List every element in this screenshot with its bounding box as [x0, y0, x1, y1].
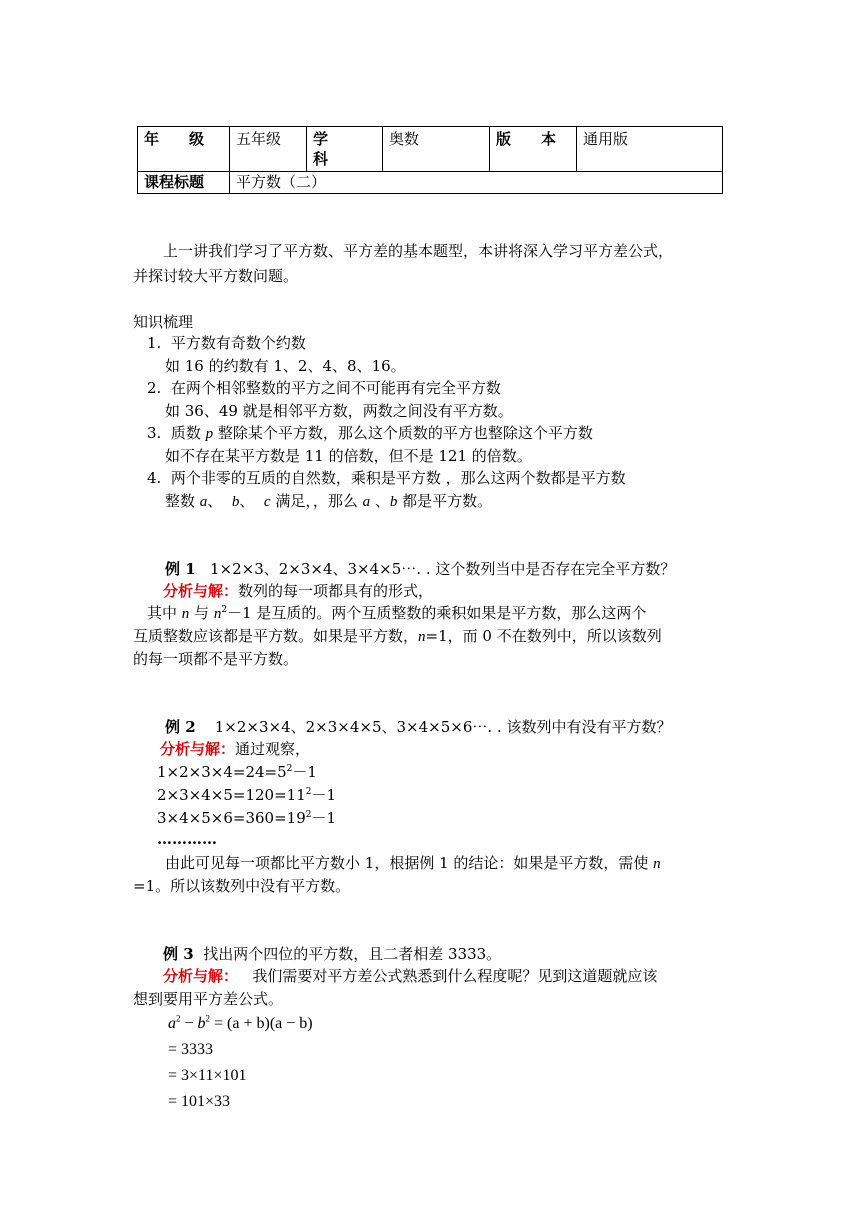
- text: 满足，，那么: [270, 492, 363, 510]
- superscript: 2: [205, 1013, 211, 1024]
- knowledge-item-4-desc: [165, 491, 492, 512]
- item-number: 4.: [147, 469, 162, 487]
- formula-line-2: = 3333: [168, 1041, 214, 1058]
- example-2-equation-2: [157, 785, 336, 805]
- variable-b: b: [389, 494, 398, 510]
- superscript: 2: [176, 1013, 181, 1024]
- knowledge-item-1-desc: 如 16 的约数有 1、2、4、8、16。: [165, 357, 406, 375]
- item-title: 两个非零的互质的自然数，乘积是平方数 ，那么这两个数都是平方数: [170, 469, 626, 487]
- question-text: 1×2×3、2×3×4、3×4×5⋯. . 这个数列当中是否存在完全平方数？: [209, 560, 676, 578]
- example-3-question: [163, 944, 501, 964]
- example-1-line-3: [133, 626, 662, 647]
- title-value: 平方数（二）: [230, 172, 723, 194]
- text: 2×3×4×5=120=11: [157, 786, 306, 804]
- text: 、: [370, 492, 390, 510]
- text: 、: [207, 492, 228, 510]
- knowledge-item-4: [147, 468, 626, 488]
- example-2-conclusion-1: [165, 853, 661, 874]
- variable-n: n: [181, 606, 190, 622]
- example-1-analysis: [163, 581, 433, 601]
- item-title: 平方数有奇数个约数: [170, 334, 306, 352]
- superscript: 2: [221, 605, 228, 615]
- text: 互质整数应该都是平方数。如果是平方数，: [133, 627, 419, 645]
- example-1-question: [165, 559, 675, 579]
- knowledge-item-2-desc: 如 36、49 就是相邻平方数，两数之间没有平方数。: [165, 402, 513, 420]
- text: －1: [311, 786, 337, 804]
- knowledge-item-1: [147, 333, 306, 353]
- text: －1: [292, 763, 317, 781]
- item-number: 1.: [147, 334, 162, 352]
- text: 、: [239, 492, 260, 510]
- analysis-text: 数列的每一项都具有的形式，: [238, 582, 434, 600]
- grade-label: 年 级: [138, 127, 230, 172]
- intro-line-1: 上一讲我们学习了平方数、平方差的基本题型，本讲将深入学习平方差公式，: [163, 242, 674, 260]
- variable-a: a: [199, 494, 208, 510]
- text: 由此可见每一项都比平方数小 1，根据例 1 的结论：如果是平方数，需使: [165, 854, 654, 872]
- example-1-line-4: 的每一项都不是平方数。: [133, 650, 299, 668]
- variable-b: b: [197, 1015, 206, 1032]
- example-label: 例 1: [165, 560, 196, 578]
- edition-label: 版 本: [490, 127, 577, 172]
- edition-value: 通用版: [577, 127, 723, 172]
- item-title-part: 质数: [170, 424, 206, 442]
- item-number: 3.: [147, 424, 162, 442]
- question-text: 找出两个四位的平方数，且二者相差 3333。: [203, 945, 502, 963]
- example-2-question: [165, 717, 671, 737]
- analysis-text: 我们需要对平方差公式熟悉到什么程度呢？见到这道题就应该: [252, 967, 658, 985]
- variable-p: p: [205, 426, 214, 442]
- example-2-analysis: [160, 739, 310, 759]
- superscript: 2: [305, 787, 312, 797]
- variable-n: n: [418, 629, 426, 645]
- subject-label: 学 科: [307, 127, 383, 172]
- variable-b: b: [231, 494, 240, 510]
- intro-line-2: 并探讨较大平方数问题。: [133, 267, 299, 285]
- example-3-analysis: [163, 966, 657, 986]
- text: =1，而 0 不在数列中，所以该数列: [425, 627, 662, 645]
- example-2-ellipsis: …………: [157, 830, 217, 848]
- variable-n: n: [213, 606, 222, 622]
- example-1-line-2: [147, 603, 646, 624]
- knowledge-heading: 知识梳理: [133, 313, 194, 331]
- formula-line-1: [168, 1014, 313, 1034]
- item-number: 2.: [147, 379, 162, 397]
- item-title-part: 整除某个平方数，那么这个质数的平方也整除这个平方数: [213, 424, 593, 442]
- text: −: [180, 1015, 198, 1032]
- analysis-label: 分析与解：: [163, 967, 239, 985]
- example-3-line-2: 想到要用平方差公式。: [133, 990, 284, 1008]
- variable-c: c: [263, 494, 271, 510]
- variable-a: a: [362, 494, 371, 510]
- knowledge-item-3: [147, 423, 593, 444]
- text: = (a + b)(a − b): [210, 1015, 313, 1032]
- subject-value: 奥数: [383, 127, 490, 172]
- question-text: 1×2×3×4、2×3×4×5、3×4×5×6⋯. . 该数列中有没有平方数？: [214, 718, 672, 736]
- example-2-conclusion-2: =1。所以该数列中没有平方数。: [133, 877, 351, 895]
- example-label: 例 2: [165, 718, 196, 736]
- knowledge-item-2: [147, 378, 501, 398]
- text: －1 是互质的。两个互质整数的乘积如果是平方数，那么这两个: [227, 604, 647, 622]
- analysis-label: 分析与解：: [163, 582, 239, 600]
- variable-a: a: [168, 1015, 176, 1032]
- text: 其中: [147, 604, 182, 622]
- superscript: 2: [305, 810, 312, 820]
- formula-line-3: = 3×11×101: [168, 1067, 247, 1084]
- text: 都是平方数。: [397, 492, 493, 510]
- example-label: 例 3: [163, 945, 194, 963]
- text: 1×2×3×4=24=5: [157, 763, 287, 781]
- analysis-label: 分析与解：: [160, 740, 236, 758]
- title-label: 课程标题: [138, 172, 230, 194]
- item-title: 在两个相邻整数的平方之间不可能再有完全平方数: [170, 379, 501, 397]
- formula-line-4: = 101×33: [168, 1093, 231, 1110]
- superscript: 2: [286, 764, 293, 774]
- text: 3×4×5×6=360=19: [157, 809, 306, 827]
- analysis-text: 通过观察，: [235, 740, 311, 758]
- text: 整数: [165, 492, 200, 510]
- grade-value: 五年级: [230, 127, 307, 172]
- variable-n: n: [653, 856, 661, 872]
- course-info-table: [137, 126, 723, 194]
- text: 与: [189, 604, 214, 622]
- example-2-equation-3: [157, 808, 336, 828]
- example-2-equation-1: [157, 762, 317, 782]
- text: －1: [311, 809, 337, 827]
- knowledge-item-3-desc: 如不存在某平方数是 11 的倍数，但不是 121 的倍数。: [165, 447, 532, 465]
